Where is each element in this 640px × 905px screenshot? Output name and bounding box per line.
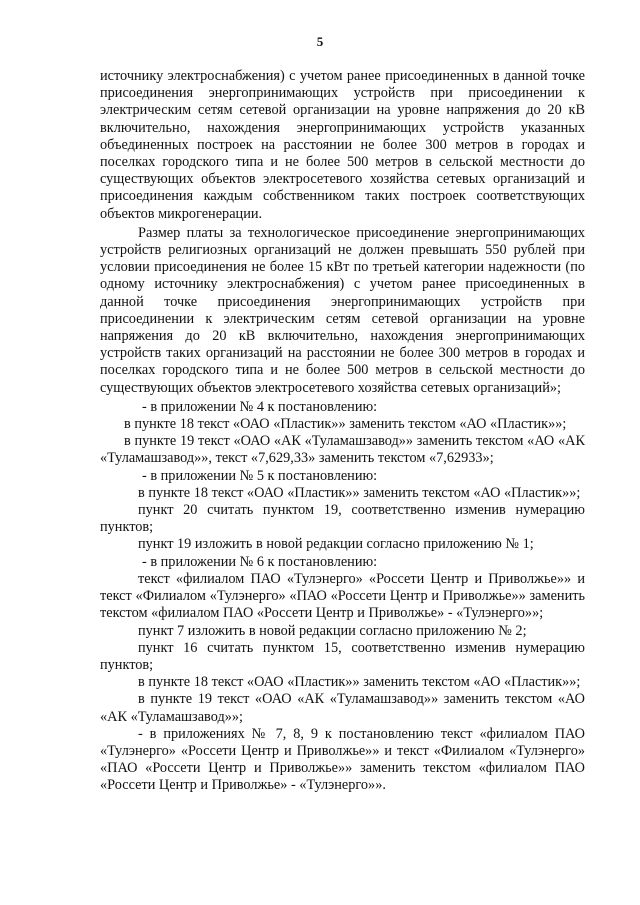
paragraph-app5-item19: пункт 19 изложить в новой редакции согласно приложению № 1; bbox=[138, 536, 534, 553]
page-number: 5 bbox=[316, 34, 324, 49]
document-body bbox=[100, 68, 585, 795]
paragraph-continuation: источнику электроснабжения) с учетом ранее присоединенных в данной точке присоединения энергопринимающих устройств при присоединении к электрическим сетям сетевой организации на уровне напряжения до 20 кВ включительно, нахождения энергопринимающих устройств указанных объединенных построек на расстоянии не более 300 метров в городах и поселках городского типа и не более 500 метров в сельской местности до существующих объектов электросетевого хозяйства сетевых организаций и присоединения каждым собственником таких построек соответствующих объектов микрогенерации. bbox=[100, 68, 585, 222]
paragraph-appendix-5: - в приложении № 5 к постановлению: bbox=[142, 467, 378, 484]
paragraph-app4-item18: в пункте 18 текст «ОАО «Пластик»» заменить текстом «АО «Пластик»»; bbox=[124, 416, 567, 433]
paragraph-app6-item16: пункт 16 считать пунктом 15, соответственно изменив нумерацию пунктов; bbox=[100, 639, 585, 673]
paragraph-app6-text-replace: текст «филиалом ПАО «Тулэнерго» «Россети Центр и Приволжье»» и текст «Филиалом «Тулэнерго» «ПАО «Россети Центр и Приволжье»» заменить текстом «филиалом ПАО «Россети Центр и Приволжье» - «Тулэнерго»»; bbox=[100, 570, 585, 622]
paragraph-app6-item19: в пункте 19 текст «ОАО «АК «Туламашзавод»» заменить текстом «АО «АК «Туламашзавод»»; bbox=[100, 691, 585, 725]
paragraph-app5-item20: пункт 20 считать пунктом 19, соответственно изменив нумерацию пунктов; bbox=[100, 502, 585, 536]
paragraph-appendices-7-8-9: - в приложениях № 7, 8, 9 к постановлению текст «филиалом ПАО «Тулэнерго» «Россети Центр и Приволжье»» и текст «Филиалом «Тулэнерго» «ПАО «Россети Центр и Приволжье»» заменить текстом «филиалом ПАО «Россети Центр и Приволжье» - «Тулэнерго»». bbox=[100, 725, 585, 794]
paragraph-app6-item18: в пункте 18 текст «ОАО «Пластик»» заменить текстом «АО «Пластик»»; bbox=[138, 674, 581, 691]
paragraph-appendix-4: - в приложении № 4 к постановлению: bbox=[142, 398, 378, 415]
paragraph-app6-item7: пункт 7 изложить в новой редакции согласно приложению № 2; bbox=[138, 622, 527, 639]
paragraph-app5-item18: в пункте 18 текст «ОАО «Пластик»» заменить текстом «АО «Пластик»»; bbox=[138, 484, 581, 501]
paragraph-religious-fee: Размер платы за технологическое присоединение энергопринимающих устройств религиозных организаций не должен превышать 550 рублей при условии присоединения не более 15 кВт по третьей категории надежности (по одному источнику электроснабжения) с учетом ранее присоединенных в данной точке присоединения энергопринимающих устройств при присоединении к электрическим сетям сетевой организации на уровне напряжения до 20 кВ включительно, нахождения энергопринимающих устройств таких организаций на расстоянии не более 300 метров в городах и поселках городского типа и не более 500 метров в сельской местности до существующих объектов электросетевого хозяйства сетевых организаций»; bbox=[100, 224, 585, 396]
paragraph-app4-item19: в пункте 19 текст «ОАО «АК «Туламашзавод»» заменить текстом «АО «АК «Туламашзавод»», текст «7,629,33» заменить текстом «7,62933»; bbox=[100, 433, 585, 467]
paragraph-appendix-6: - в приложении № 6 к постановлению: bbox=[142, 553, 378, 570]
